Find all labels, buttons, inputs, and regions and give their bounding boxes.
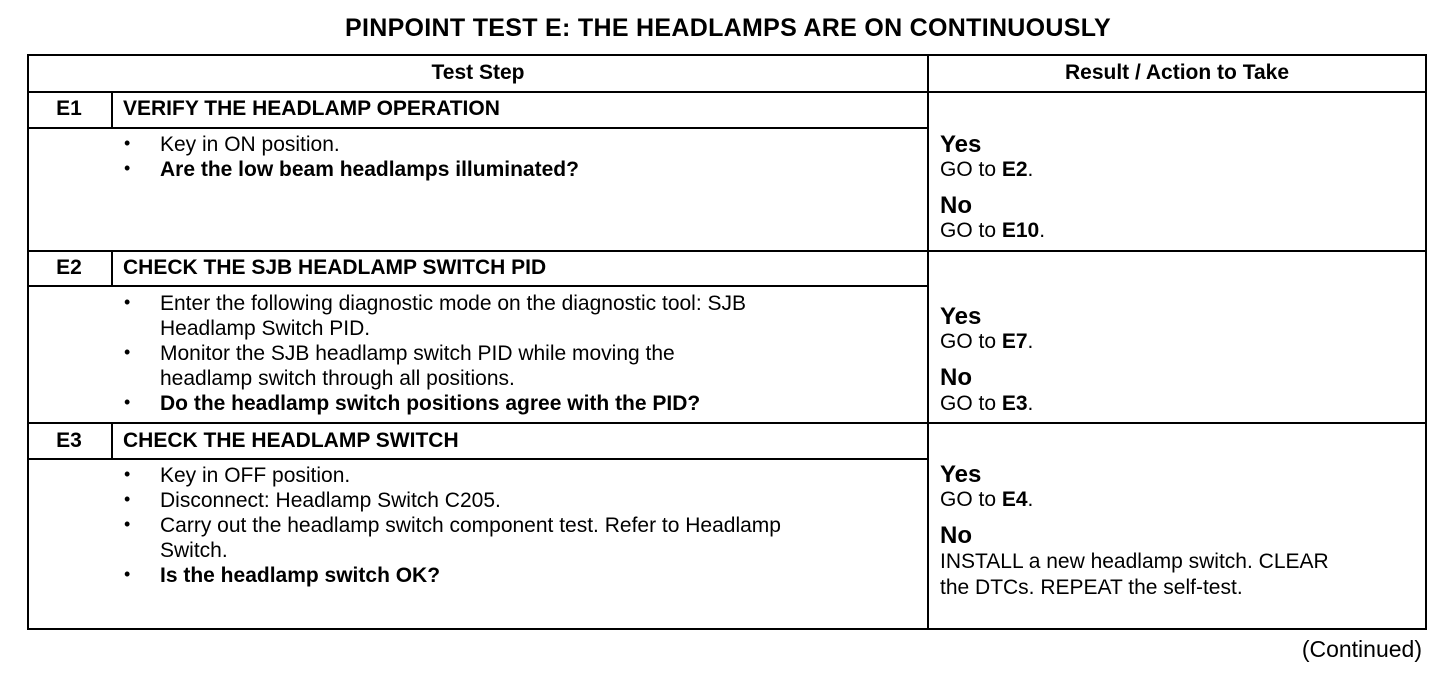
- no-target: E3: [1001, 392, 1028, 415]
- step-line: Switch.: [160, 539, 228, 562]
- yes-action-end: .: [1027, 488, 1034, 511]
- step-question: Are the low beam headlamps illuminated?: [160, 158, 579, 181]
- step-line: Carry out the headlamp switch component test. Refer to Headlamp: [160, 514, 781, 537]
- no-action: [940, 391, 1033, 416]
- step-question: Do the headlamp switch positions agree with the PID?: [160, 392, 701, 415]
- no-label: No: [940, 364, 972, 391]
- yes-action-text: GO to: [940, 330, 1002, 353]
- e2-heading-divider: [29, 285, 927, 287]
- no-action-text: GO to: [940, 219, 1002, 242]
- yes-label: Yes: [940, 461, 982, 488]
- step-line: Disconnect: Headlamp Switch C205.: [160, 489, 501, 512]
- step-heading: CHECK THE HEADLAMP SWITCH: [123, 429, 459, 452]
- step-id: E1: [56, 97, 82, 120]
- e3-heading-divider: [29, 458, 927, 460]
- bullet: •: [124, 464, 131, 484]
- header-divider: [29, 91, 1425, 93]
- step-line: Key in OFF position.: [160, 464, 351, 487]
- e3-id-divider: [111, 424, 113, 458]
- bullet: •: [124, 564, 131, 584]
- e1-heading-divider: [29, 127, 927, 129]
- yes-action: [940, 487, 1033, 512]
- yes-action-text: GO to: [940, 488, 1002, 511]
- step-question: Is the headlamp switch OK?: [160, 564, 441, 587]
- e1-id-divider: [111, 93, 113, 128]
- step-heading: VERIFY THE HEADLAMP OPERATION: [123, 97, 500, 120]
- e2-bottom-divider: [29, 422, 1425, 424]
- no-action-line: INSTALL a new headlamp switch. CLEAR: [940, 550, 1329, 573]
- bullet: •: [124, 514, 131, 534]
- e2-id-divider: [111, 252, 113, 286]
- bullet: •: [124, 342, 131, 362]
- column-divider: [927, 56, 929, 628]
- no-target: E10: [1001, 219, 1040, 242]
- bullet: •: [124, 158, 131, 178]
- step-line: Monitor the SJB headlamp switch PID while moving the: [160, 342, 675, 365]
- bullet: •: [124, 292, 131, 312]
- yes-action: [940, 329, 1033, 354]
- yes-target: E7: [1001, 330, 1028, 353]
- yes-action-end: .: [1027, 330, 1034, 353]
- bullet: •: [124, 489, 131, 509]
- step-id: E2: [56, 256, 82, 279]
- yes-target: E2: [1001, 158, 1028, 181]
- bullet: •: [124, 392, 131, 412]
- no-label: No: [940, 192, 972, 219]
- yes-action: [940, 157, 1033, 182]
- continued-label: (Continued): [1301, 636, 1422, 662]
- page-title: PINPOINT TEST E: THE HEADLAMPS ARE ON CONTINUOUSLY: [345, 14, 1111, 42]
- no-action-end: .: [1027, 392, 1034, 415]
- step-line: headlamp switch through all positions.: [160, 367, 515, 390]
- yes-action-text: GO to: [940, 158, 1002, 181]
- step-line: Headlamp Switch PID.: [160, 317, 371, 340]
- header-test-step: Test Step: [431, 61, 525, 84]
- yes-target: E4: [1001, 488, 1028, 511]
- step-heading: CHECK THE SJB HEADLAMP SWITCH PID: [123, 256, 547, 279]
- bullet: •: [124, 133, 131, 153]
- no-action: [940, 218, 1045, 243]
- no-action-end: .: [1039, 219, 1046, 242]
- step-line: Enter the following diagnostic mode on the diagnostic tool: SJB: [160, 292, 747, 315]
- header-result: Result / Action to Take: [1064, 61, 1290, 84]
- yes-action-end: .: [1027, 158, 1034, 181]
- yes-label: Yes: [940, 131, 982, 158]
- e1-bottom-divider: [29, 250, 1425, 252]
- no-action-line: the DTCs. REPEAT the self-test.: [940, 576, 1243, 599]
- step-line: Key in ON position.: [160, 133, 340, 156]
- no-action-text: GO to: [940, 392, 1002, 415]
- no-label: No: [940, 522, 972, 549]
- step-id: E3: [56, 429, 82, 452]
- yes-label: Yes: [940, 303, 982, 330]
